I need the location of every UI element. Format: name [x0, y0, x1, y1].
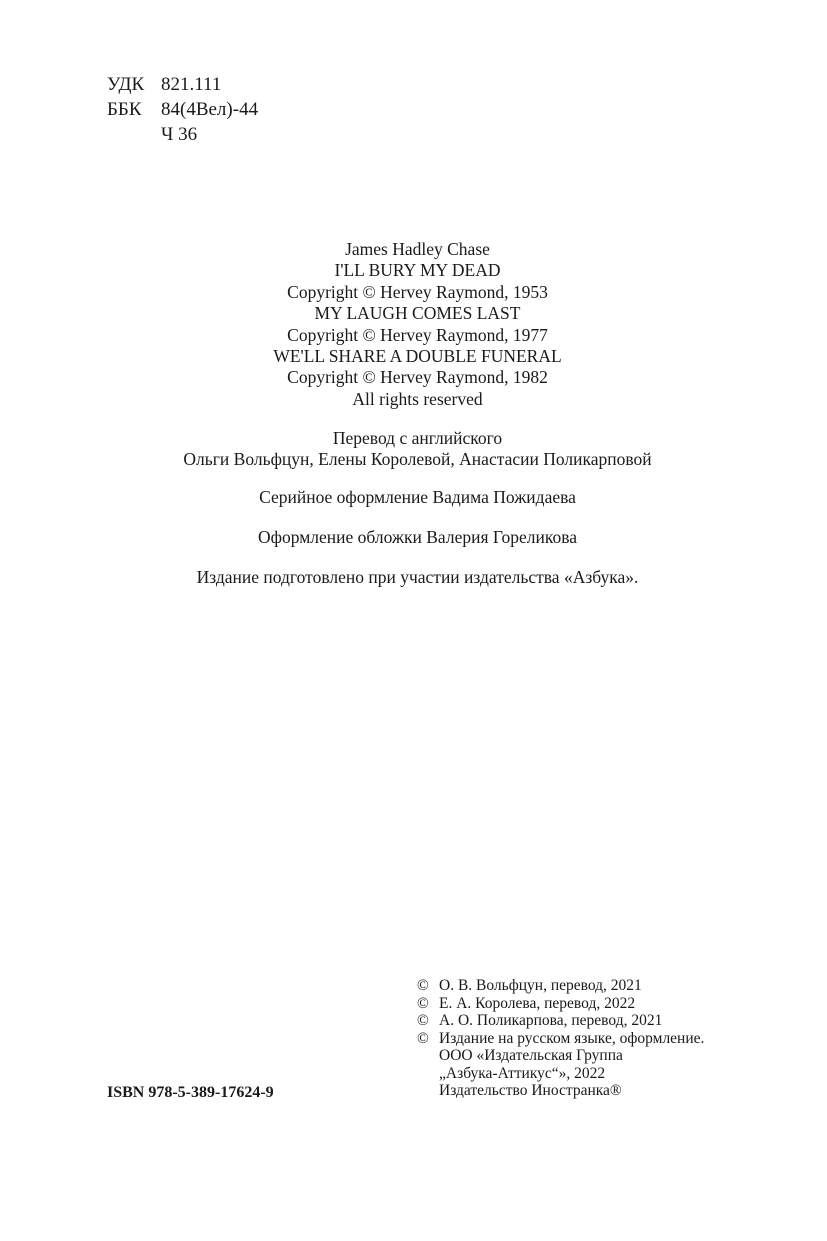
- udk-row: [107, 72, 258, 97]
- original-title-2: MY LAUGH COMES LAST: [314, 303, 521, 324]
- udk-label: УДК: [107, 74, 145, 95]
- translation-credit: [0, 428, 827, 471]
- translation-line-1: Перевод с английского: [332, 428, 503, 448]
- classification-block: [107, 72, 258, 147]
- bbk-value: 84(4Вел)-44: [161, 99, 259, 120]
- series-design-credit: [0, 487, 827, 508]
- udk-value: 821.111: [161, 74, 222, 95]
- copyright-block: [0, 239, 827, 410]
- edition-note: [0, 567, 827, 588]
- rights-continuation-line: „Азбука-Аттикус“», 2022: [439, 1064, 606, 1082]
- rights-entry-text: О. В. Вольфцун, перевод, 2021: [439, 977, 642, 994]
- series-design-text: Серийное оформление Вадима Пожидаева: [259, 487, 576, 507]
- copyright-symbol: ©: [417, 1029, 429, 1047]
- author-mark-row: [107, 122, 258, 147]
- rights-continuation-line: Издательство Иностранка®: [439, 1082, 622, 1099]
- copyright-line-2: Copyright © Hervey Raymond, 1977: [287, 324, 548, 345]
- edition-note-text: Издание подготовлено при участии издательства «Азбука».: [196, 567, 639, 587]
- rights-entry: [417, 995, 704, 1013]
- copyright-line-1: Copyright © Hervey Raymond, 1953: [287, 281, 548, 302]
- original-title-3: WE'LL SHARE A DOUBLE FUNERAL: [273, 346, 562, 367]
- isbn: ISBN 978-5-389-17624-9: [107, 1084, 274, 1101]
- author-mark: Ч 36: [161, 124, 198, 145]
- rights-reserved: All rights reserved: [352, 388, 483, 409]
- author-name: James Hadley Chase: [345, 239, 490, 259]
- bbk-label: ББК: [107, 99, 142, 120]
- rights-entry-text: Издание на русском языке, оформление.: [439, 1029, 705, 1047]
- rights-list: [417, 977, 704, 1100]
- rights-entry-text: А. О. Поликарпова, перевод, 2021: [439, 1012, 663, 1029]
- rights-continuation-line: ООО «Издательская Группа: [439, 1047, 623, 1064]
- rights-entry: [417, 1012, 704, 1030]
- copyright-line-3: Copyright © Hervey Raymond, 1982: [287, 367, 548, 388]
- copyright-symbol: ©: [417, 1012, 429, 1029]
- cover-design-credit: [0, 527, 827, 548]
- rights-entry: [417, 1030, 704, 1048]
- rights-entry: [417, 977, 704, 995]
- translation-line-2: Ольги Вольфцун, Елены Королевой, Анастасии Поликарповой: [183, 449, 652, 470]
- original-title-1: I'LL BURY MY DEAD: [334, 260, 501, 281]
- copyright-symbol: ©: [417, 994, 429, 1012]
- bbk-row: [107, 97, 258, 122]
- rights-entry-text: Е. А. Королева, перевод, 2022: [439, 994, 636, 1012]
- cover-design-text: Оформление обложки Валерия Гореликова: [258, 527, 577, 547]
- copyright-symbol: ©: [417, 977, 429, 994]
